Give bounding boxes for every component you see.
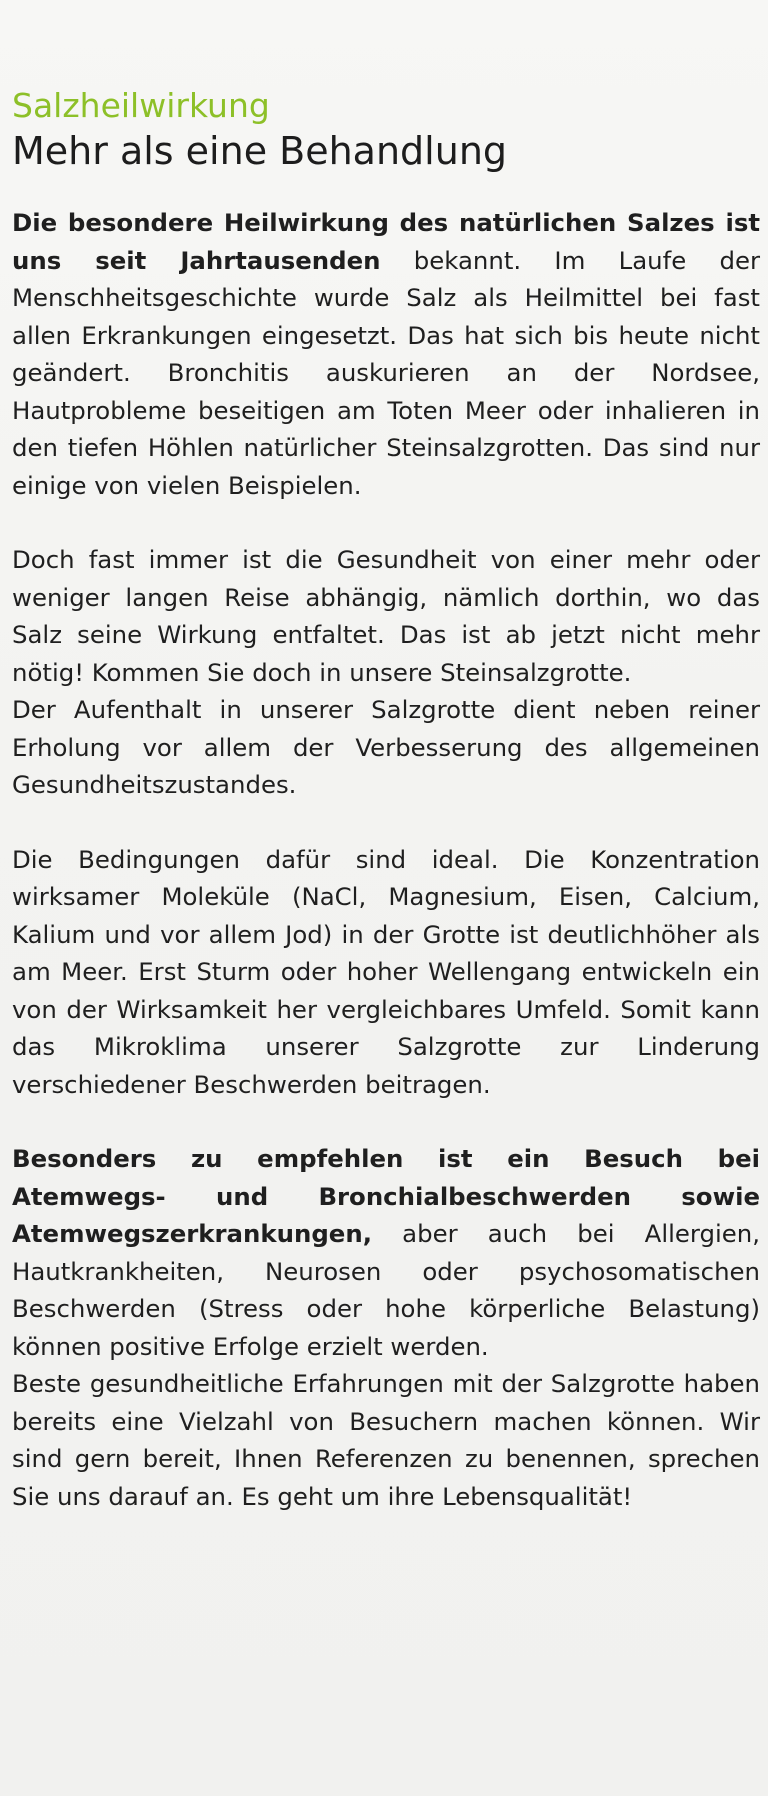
paragraph-lead: Die besondere Heilwirkung des natürlichen Salzes ist uns seit Jahrtausenden — [12, 208, 760, 275]
paragraph-travel: Doch fast immer ist die Gesundheit von einer mehr oder weniger langen Reise abhängig, nämlich dorthin, wo das Salz seine Wirkung entfaltet. Das ist ab jetzt nicht mehr nötig! Kommen Sie doch in unsere Steinsalzgrotte. — [12, 545, 760, 687]
section-kicker: Salzheilwirkung — [12, 86, 270, 125]
paragraph-lead: Besonders zu empfehlen ist ein Besuch bei Atemwegs- und Bronchialbeschwerden sowie Atemwegszerkrankungen, — [12, 1144, 760, 1248]
paragraph-conditions: Die Bedingungen dafür sind ideal. Die Konzentration wirksamer Moleküle (NaCl, Magnesium, Eisen, Calcium, Kalium und vor allem Jod) in der Grotte ist deutlichhöher als am Meer. Erst Sturm oder hoher Wellengang entwickeln ein von der Wirksamkeit her vergleichbares Umfeld. Somit kann das Mikroklima unserer Salzgrotte zur Linderung verschiedener Beschwerden beitragen. — [12, 844, 760, 1099]
paragraph-references: Beste gesundheitliche Erfahrungen mit der Salzgrotte haben bereits eine Vielzahl von Besuchern machen können. Wir sind gern bereit, Ihnen Referenzen zu benennen, sprechen Sie uns darauf an. Es geht um ihre Lebensqualität! — [12, 1369, 760, 1511]
article — [12, 86, 760, 1515]
page-title: Mehr als eine Behandlung — [12, 129, 508, 173]
paragraph-text: aber auch bei Allergien, Hautkrankheiten, Neurosen oder psychosomatischen Beschwerden (Stress oder hohe körperliche Belastung) können positive Erfolge erzielt werden. — [12, 1219, 760, 1361]
paragraph-intro — [12, 204, 760, 504]
paragraph-recommendation — [12, 1140, 760, 1365]
paragraph-text: bekannt. Im Laufe der Menschheitsgeschichte wurde Salz als Heilmittel bei fast allen Erkrankungen eingesetzt. Das hat sich bis heute nicht geändert. Bronchitis auskurieren an der Nordsee, Hautprobleme beseitigen am Toten Meer oder inhalieren in den tiefen Höhlen natürlicher Steinsalzgrotten. Das sind nur einige von vielen Beispielen. — [12, 245, 760, 500]
paragraph-stay: Der Aufenthalt in unserer Salzgrotte dient neben reiner Erholung vor allem der Verbesserung des allgemeinen Gesundheitszustandes. — [12, 695, 760, 799]
